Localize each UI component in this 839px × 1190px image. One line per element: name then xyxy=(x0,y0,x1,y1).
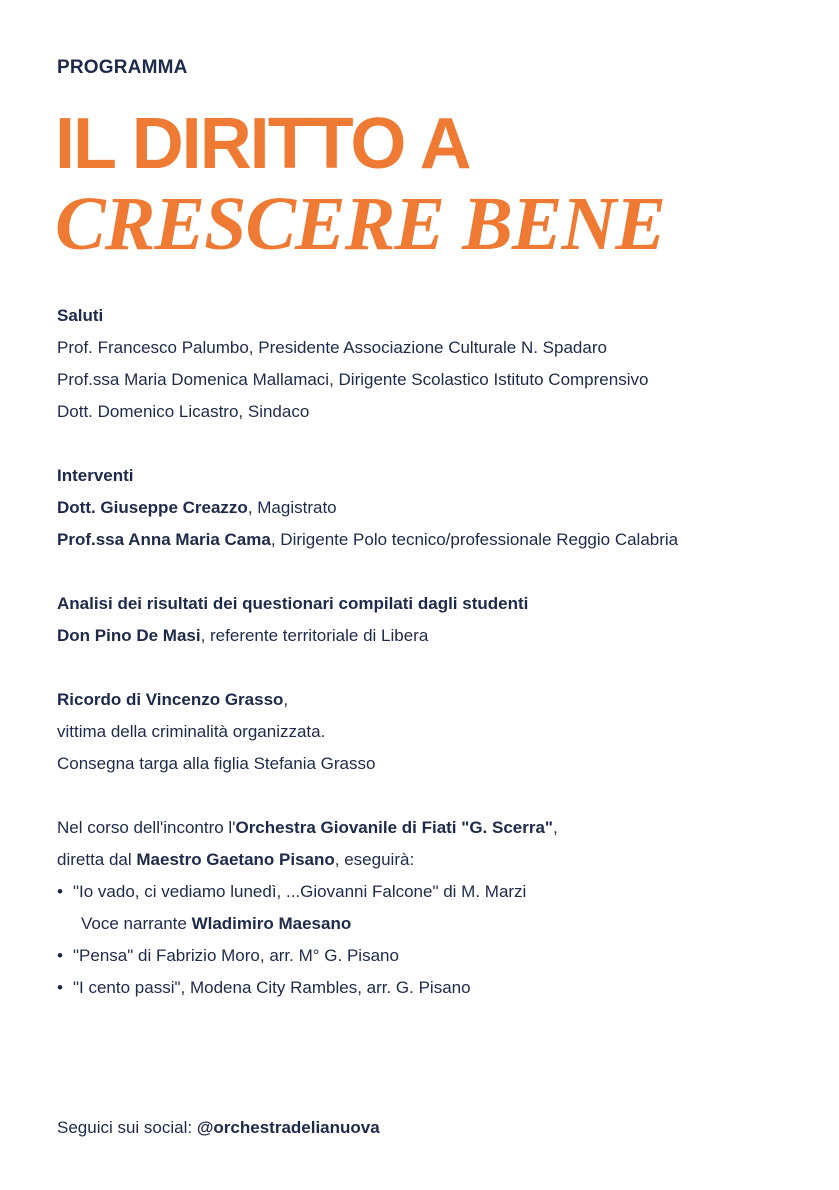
bullet-icon: • xyxy=(57,882,63,901)
saluti-line: Prof.ssa Maria Domenica Mallamaci, Dirigente Scolastico Istituto Comprensivo xyxy=(57,370,649,389)
repertoire-item: • "Io vado, ci vediamo lunedì, ...Giovanni Falcone" di M. Marzi xyxy=(57,876,827,908)
orchestra-name: Orchestra Giovanile di Fiati "G. Scerra" xyxy=(235,818,553,837)
ricordo-heading: Ricordo di Vincenzo Grasso, xyxy=(57,690,289,709)
page-title-line-1: IL DIRITTO A xyxy=(55,104,470,184)
section-spacer xyxy=(57,556,827,588)
bullet-icon: • xyxy=(57,978,63,997)
ricordo-line: Consegna targa alla figlia Stefania Grasso xyxy=(57,754,376,773)
social-handle-link[interactable]: @orchestradelianuova xyxy=(196,1118,380,1137)
program-body xyxy=(57,300,827,1004)
orchestra-director: diretta dal Maestro Gaetano Pisano, eseguirà: xyxy=(57,850,415,869)
section-spacer xyxy=(57,652,827,684)
bullet-icon: • xyxy=(57,946,63,965)
repertoire-item: • "I cento passi", Modena City Rambles, arr. G. Pisano xyxy=(57,972,827,1004)
repertoire-item: • "Pensa" di Fabrizio Moro, arr. M° G. Pisano xyxy=(57,940,827,972)
ricordo-line: vittima della criminalità organizzata. xyxy=(57,722,326,741)
kicker-label: PROGRAMMA xyxy=(57,57,188,78)
speaker-role: , Dirigente Polo tecnico/professionale Reggio Calabria xyxy=(270,530,679,549)
interventi-speaker xyxy=(57,524,827,556)
social-footer: Seguici sui social: @orchestradelianuova xyxy=(57,1118,380,1137)
speaker-name: Prof.ssa Anna Maria Cama xyxy=(57,530,271,549)
speaker-role: , referente territoriale di Libera xyxy=(200,626,429,645)
speaker-role: , Magistrato xyxy=(247,498,337,517)
saluti-heading: Saluti xyxy=(57,306,104,325)
page-title-line-2: CRESCERE BENE xyxy=(55,182,666,266)
saluti-line: Prof. Francesco Palumbo, Presidente Associazione Culturale N. Spadaro xyxy=(57,338,607,357)
section-spacer xyxy=(57,428,827,460)
director-name: Maestro Gaetano Pisano xyxy=(136,850,335,869)
speaker-name: Don Pino De Masi xyxy=(57,626,201,645)
narrator-line: Voce narrante Wladimiro Maesano xyxy=(81,914,352,933)
section-spacer xyxy=(57,780,827,812)
narrator-name: Wladimiro Maesano xyxy=(191,914,352,933)
interventi-speaker xyxy=(57,492,827,524)
analisi-heading: Analisi dei risultati dei questionari compilati dagli studenti xyxy=(57,594,529,613)
saluti-line: Dott. Domenico Licastro, Sindaco xyxy=(57,402,310,421)
interventi-heading: Interventi xyxy=(57,466,134,485)
analisi-speaker xyxy=(57,620,827,652)
speaker-name: Dott. Giuseppe Creazzo xyxy=(57,498,248,517)
program-page xyxy=(57,0,827,1190)
orchestra-intro: Nel corso dell'incontro l'Orchestra Giovanile di Fiati "G. Scerra", xyxy=(57,818,558,837)
